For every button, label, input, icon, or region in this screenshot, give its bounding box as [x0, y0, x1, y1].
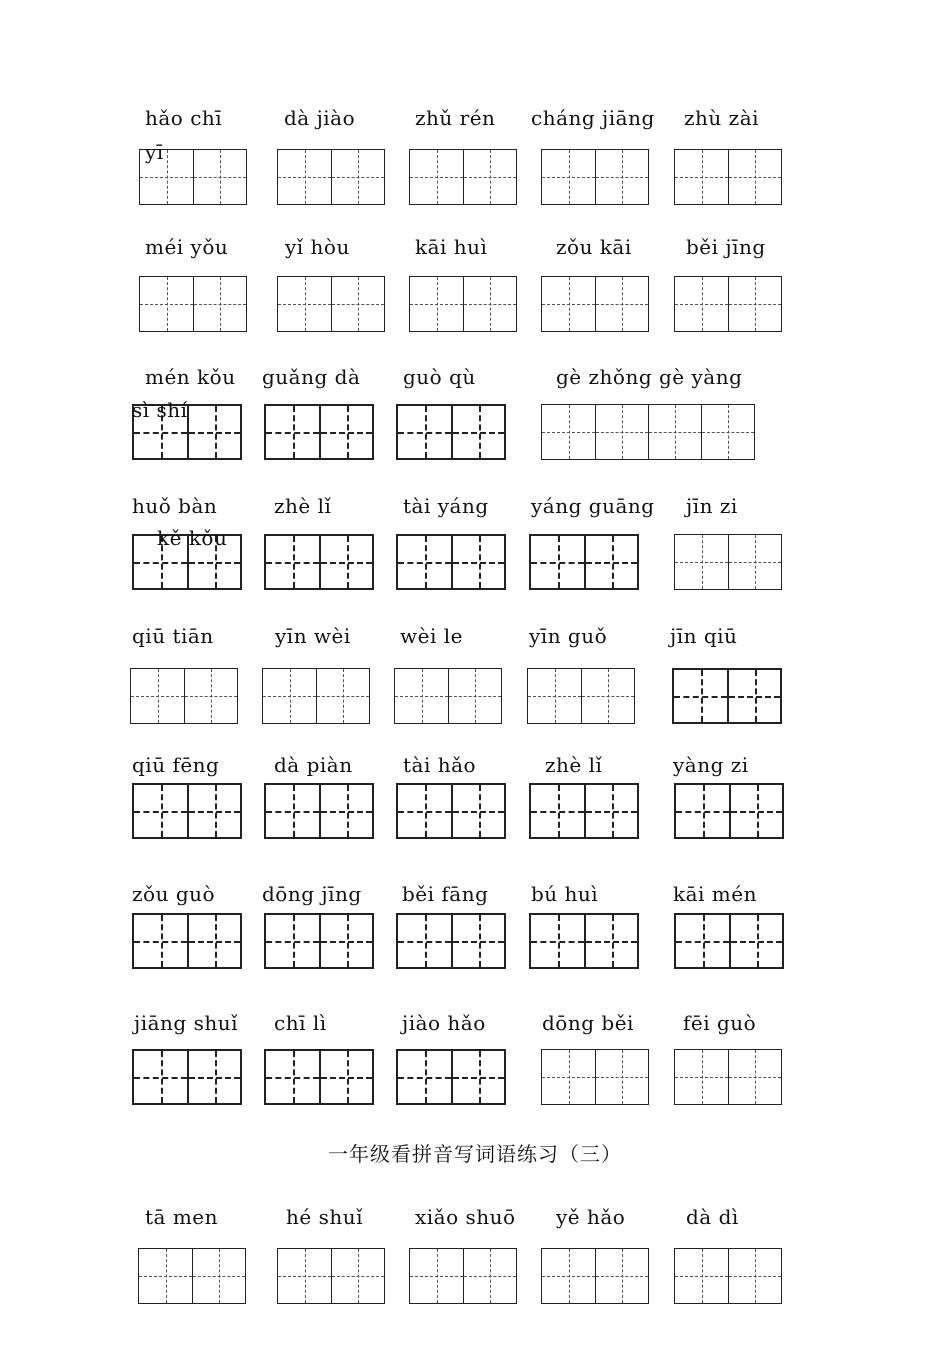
writing-grid[interactable] [674, 783, 784, 839]
pinyin-label: guǎng dà [262, 365, 361, 389]
writing-cell[interactable] [187, 785, 240, 837]
writing-grid[interactable] [396, 1049, 506, 1105]
writing-cell[interactable] [728, 277, 781, 331]
writing-cell[interactable] [531, 536, 584, 588]
pinyin-label: běi jīng [686, 235, 766, 259]
writing-cell[interactable] [319, 536, 372, 588]
writing-grid[interactable] [132, 1049, 242, 1105]
pinyin-label: yīn wèi [275, 624, 351, 648]
writing-cell[interactable] [595, 1050, 648, 1104]
writing-cell[interactable] [140, 277, 193, 331]
writing-grid[interactable] [529, 913, 639, 969]
writing-grid[interactable] [396, 913, 506, 969]
pinyin-label: tā men [145, 1205, 218, 1229]
writing-cell[interactable] [584, 536, 637, 588]
writing-grid[interactable] [674, 913, 784, 969]
writing-grid[interactable] [541, 276, 649, 332]
writing-cell[interactable] [395, 669, 448, 723]
writing-grid[interactable] [277, 1248, 385, 1304]
pinyin-label: qiū tiān [132, 624, 214, 648]
writing-grid[interactable] [409, 149, 517, 205]
writing-cell[interactable] [728, 1249, 781, 1303]
writing-cell[interactable] [266, 915, 319, 967]
writing-grid[interactable] [396, 404, 506, 460]
writing-grid[interactable] [396, 534, 506, 590]
pinyin-label: dōng běi [542, 1011, 634, 1035]
writing-cell[interactable] [728, 1050, 781, 1104]
writing-cell[interactable] [595, 1249, 648, 1303]
writing-grid[interactable] [409, 1248, 517, 1304]
writing-cell[interactable] [584, 785, 637, 837]
writing-cell[interactable] [675, 1050, 728, 1104]
pinyin-label: cháng jiāng [531, 106, 655, 130]
writing-cell[interactable] [398, 1051, 451, 1103]
writing-cell[interactable] [675, 535, 728, 589]
pinyin-label: hǎo chī [145, 106, 223, 130]
pinyin-label: zhǔ rén [415, 106, 496, 130]
writing-cell[interactable] [319, 915, 372, 967]
writing-grid[interactable] [396, 783, 506, 839]
section-title: 一年级看拼音写词语练习（三） [328, 1142, 622, 1166]
writing-cell[interactable] [319, 1051, 372, 1103]
writing-cell[interactable] [319, 785, 372, 837]
writing-cell[interactable] [542, 1249, 595, 1303]
pinyin-label: běi fāng [402, 882, 489, 906]
writing-grid[interactable] [132, 913, 242, 969]
pinyin-overlap-label: yī [145, 140, 164, 164]
writing-cell[interactable] [542, 405, 595, 459]
pinyin-label: wèi le [400, 624, 463, 648]
writing-grid[interactable] [264, 534, 374, 590]
writing-grid[interactable] [264, 783, 374, 839]
writing-grid[interactable] [264, 1049, 374, 1105]
writing-grid[interactable] [264, 913, 374, 969]
writing-cell[interactable] [410, 277, 463, 331]
writing-grid[interactable] [132, 783, 242, 839]
writing-cell[interactable] [674, 670, 727, 722]
writing-cell[interactable] [701, 405, 754, 459]
pinyin-label: zhè lǐ [545, 753, 603, 777]
pinyin-label: méi yǒu [145, 235, 229, 259]
writing-cell[interactable] [139, 1249, 192, 1303]
writing-cell[interactable] [331, 277, 384, 331]
writing-grid[interactable] [529, 534, 639, 590]
pinyin-label: jīn zi [686, 494, 738, 518]
writing-cell[interactable] [193, 150, 246, 204]
writing-cell[interactable] [595, 277, 648, 331]
pinyin-label: fēi guò [683, 1011, 757, 1035]
writing-grid[interactable] [277, 276, 385, 332]
writing-grid[interactable] [674, 276, 782, 332]
writing-grid[interactable] [409, 276, 517, 332]
writing-grid[interactable] [674, 1049, 782, 1105]
pinyin-label: dà piàn [274, 753, 353, 777]
writing-cell[interactable] [648, 405, 701, 459]
writing-grid[interactable] [541, 149, 649, 205]
writing-cell[interactable] [278, 150, 331, 204]
writing-grid[interactable] [138, 1248, 246, 1304]
pinyin-label: hé shuǐ [286, 1205, 363, 1229]
writing-cell[interactable] [266, 406, 319, 458]
writing-cell[interactable] [528, 669, 581, 723]
writing-cell[interactable] [187, 406, 240, 458]
writing-cell[interactable] [187, 915, 240, 967]
writing-cell[interactable] [727, 670, 780, 722]
writing-cell[interactable] [410, 150, 463, 204]
pinyin-label: guò qù [403, 365, 476, 389]
writing-cell[interactable] [266, 536, 319, 588]
pinyin-label: dōng jīng [262, 882, 362, 906]
writing-cell[interactable] [676, 915, 729, 967]
pinyin-label: yàng zi [673, 753, 749, 777]
pinyin-label: dà dì [686, 1205, 739, 1229]
writing-cell[interactable] [398, 536, 451, 588]
writing-grid[interactable] [264, 404, 374, 460]
writing-grid[interactable] [277, 149, 385, 205]
writing-cell[interactable] [331, 1249, 384, 1303]
writing-cell[interactable] [595, 150, 648, 204]
writing-grid[interactable] [674, 149, 782, 205]
writing-grid[interactable] [541, 1248, 649, 1304]
writing-cell[interactable] [542, 277, 595, 331]
writing-cell[interactable] [542, 150, 595, 204]
pinyin-overlap-label: kě kǒu [157, 526, 228, 550]
pinyin-label: yáng guāng [531, 494, 655, 518]
writing-grid[interactable] [674, 1248, 782, 1304]
pinyin-label: jiào hǎo [402, 1011, 486, 1035]
pinyin-overlap-label: sì shí [132, 398, 188, 422]
writing-cell[interactable] [263, 669, 316, 723]
writing-cell[interactable] [278, 277, 331, 331]
pinyin-label: zǒu guò [132, 882, 216, 906]
writing-grid[interactable] [529, 783, 639, 839]
pinyin-label: yǐ hòu [285, 235, 350, 259]
pinyin-label: qiū fēng [132, 753, 220, 777]
writing-cell[interactable] [531, 915, 584, 967]
writing-grid[interactable] [541, 1049, 649, 1105]
writing-cell[interactable] [398, 915, 451, 967]
writing-grid[interactable] [130, 668, 238, 724]
writing-cell[interactable] [398, 785, 451, 837]
pinyin-label: kāi mén [673, 882, 757, 906]
writing-cell[interactable] [451, 536, 504, 588]
writing-cell[interactable] [266, 785, 319, 837]
writing-cell[interactable] [728, 535, 781, 589]
writing-cell[interactable] [266, 1051, 319, 1103]
pinyin-label: tài hǎo [403, 753, 477, 777]
writing-cell[interactable] [676, 785, 729, 837]
writing-grid[interactable] [674, 534, 782, 590]
writing-cell[interactable] [728, 150, 781, 204]
pinyin-label: tài yáng [403, 494, 489, 518]
pinyin-label: xiǎo shuō [415, 1205, 516, 1229]
pinyin-label: gè zhǒng gè yàng [556, 365, 743, 389]
writing-cell[interactable] [448, 669, 501, 723]
writing-cell[interactable] [398, 406, 451, 458]
writing-grid[interactable] [541, 404, 755, 460]
writing-grid[interactable] [527, 668, 635, 724]
writing-cell[interactable] [134, 785, 187, 837]
pinyin-label: zhè lǐ [274, 494, 332, 518]
pinyin-label: dà jiào [284, 106, 356, 130]
pinyin-label: kāi huì [415, 235, 488, 259]
writing-cell[interactable] [675, 277, 728, 331]
writing-grid[interactable] [394, 668, 502, 724]
writing-cell[interactable] [675, 150, 728, 204]
writing-cell[interactable] [134, 915, 187, 967]
writing-cell[interactable] [192, 1249, 245, 1303]
writing-cell[interactable] [316, 669, 369, 723]
writing-cell[interactable] [463, 1249, 516, 1303]
writing-cell[interactable] [278, 1249, 331, 1303]
pinyin-label: huǒ bàn [132, 494, 218, 518]
writing-cell[interactable] [319, 406, 372, 458]
writing-cell[interactable] [463, 150, 516, 204]
pinyin-label: yě hǎo [556, 1205, 626, 1229]
writing-cell[interactable] [134, 1051, 187, 1103]
writing-cell[interactable] [595, 405, 648, 459]
pinyin-label: zǒu kāi [556, 235, 632, 259]
writing-cell[interactable] [531, 785, 584, 837]
writing-cell[interactable] [463, 277, 516, 331]
writing-cell[interactable] [410, 1249, 463, 1303]
pinyin-label: jiāng shuǐ [134, 1011, 238, 1035]
writing-cell[interactable] [729, 915, 782, 967]
pinyin-label: chī lì [274, 1011, 327, 1035]
writing-cell[interactable] [581, 669, 634, 723]
pinyin-label: mén kǒu [145, 365, 236, 389]
pinyin-label: zhù zài [684, 106, 760, 130]
writing-cell[interactable] [451, 406, 504, 458]
writing-cell[interactable] [675, 1249, 728, 1303]
writing-grid[interactable] [139, 276, 247, 332]
pinyin-label: jīn qiū [670, 624, 738, 648]
writing-cell[interactable] [451, 785, 504, 837]
pinyin-label: yīn guǒ [529, 624, 608, 648]
writing-cell[interactable] [584, 915, 637, 967]
pinyin-label: bú huì [531, 882, 599, 906]
writing-cell[interactable] [184, 669, 237, 723]
writing-cell[interactable] [729, 785, 782, 837]
writing-cell[interactable] [131, 669, 184, 723]
writing-cell[interactable] [331, 150, 384, 204]
writing-cell[interactable] [451, 915, 504, 967]
writing-grid[interactable] [262, 668, 370, 724]
writing-cell[interactable] [193, 277, 246, 331]
writing-grid[interactable] [672, 668, 782, 724]
writing-cell[interactable] [542, 1050, 595, 1104]
writing-cell[interactable] [187, 1051, 240, 1103]
writing-cell[interactable] [451, 1051, 504, 1103]
